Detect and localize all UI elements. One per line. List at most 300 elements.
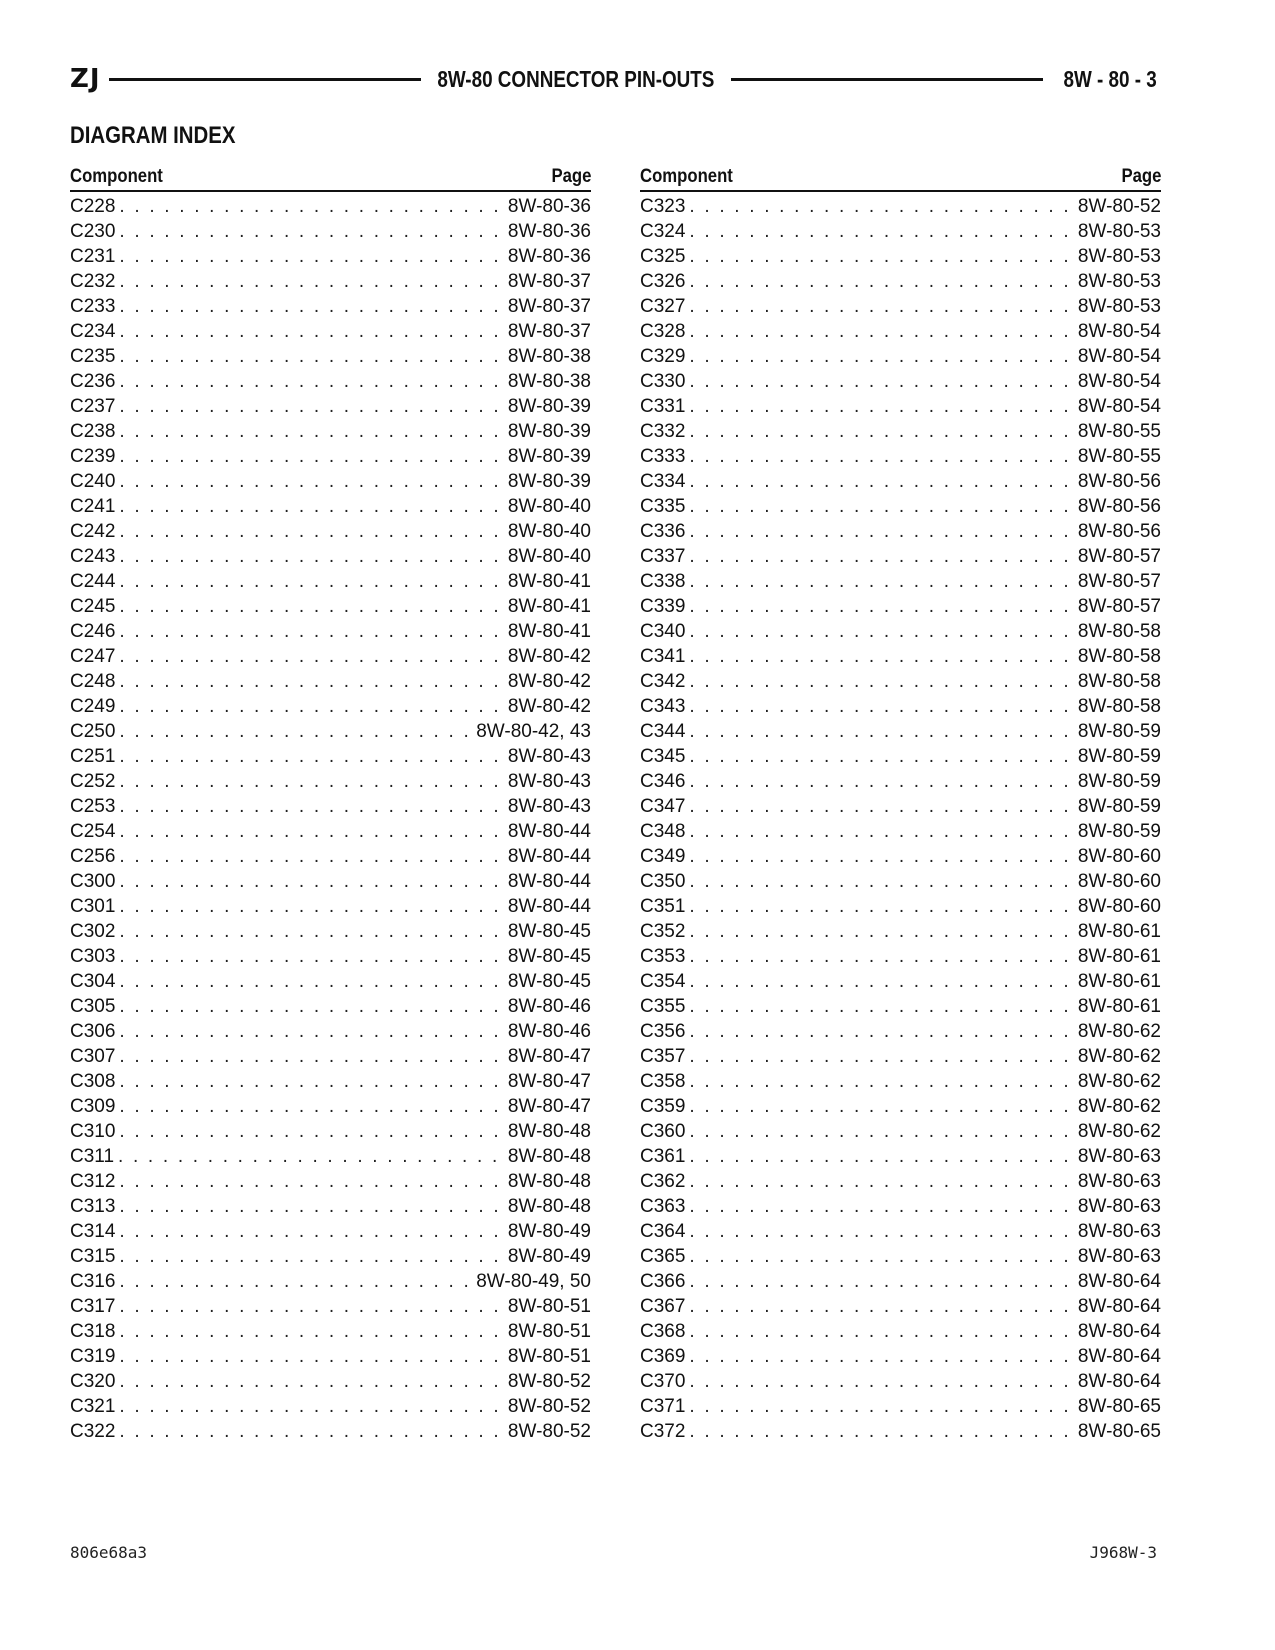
page-reference: 8W-80-56 [1077, 471, 1161, 492]
page-reference: 8W-80-53 [1077, 221, 1161, 242]
index-entry [640, 1221, 1161, 1246]
component-id: C237 [70, 396, 116, 417]
page-reference: 8W-80-36 [507, 221, 591, 242]
index-entry [70, 1296, 591, 1321]
dot-leader [689, 1096, 1073, 1118]
dot-leader [119, 671, 503, 693]
dot-leader [119, 546, 503, 568]
page-reference: 8W-80-39 [507, 471, 591, 492]
component-id: C241 [70, 496, 116, 517]
page-reference: 8W-80-42 [507, 696, 591, 717]
component-id: C321 [70, 1396, 116, 1417]
component-id: C335 [640, 496, 686, 517]
dot-leader [119, 246, 503, 268]
dot-leader [689, 1071, 1073, 1093]
page-reference: 8W-80-54 [1077, 321, 1161, 342]
component-id: C309 [70, 1096, 116, 1117]
dot-leader [689, 346, 1073, 368]
page-reference: 8W-80-39 [507, 446, 591, 467]
component-id: C246 [70, 621, 116, 642]
page-reference: 8W-80-36 [507, 246, 591, 267]
page-reference: 8W-80-48 [507, 1171, 591, 1192]
dot-leader [689, 1171, 1073, 1193]
index-entry [640, 321, 1161, 346]
index-entry [640, 346, 1161, 371]
component-id: C312 [70, 1171, 116, 1192]
index-entry [640, 421, 1161, 446]
page-reference: 8W-80-54 [1077, 396, 1161, 417]
page-reference: 8W-80-58 [1077, 621, 1161, 642]
component-id: C302 [70, 921, 116, 942]
component-id: C362 [640, 1171, 686, 1192]
index-entry [640, 771, 1161, 796]
index-entry [70, 971, 591, 996]
page-reference: 8W-80-38 [507, 346, 591, 367]
component-id: C346 [640, 771, 686, 792]
page-reference: 8W-80-63 [1077, 1221, 1161, 1242]
component-id: C368 [640, 1321, 686, 1342]
page-reference: 8W-80-60 [1077, 871, 1161, 892]
index-entry [70, 346, 591, 371]
component-id: C311 [70, 1146, 115, 1167]
page-reference: 8W-80-43 [507, 746, 591, 767]
component-id: C248 [70, 671, 116, 692]
page-reference: 8W-80-62 [1077, 1096, 1161, 1117]
dot-leader [119, 746, 503, 768]
page-reference: 8W-80-40 [507, 546, 591, 567]
page-reference: 8W-80-54 [1077, 346, 1161, 367]
component-id: C331 [640, 396, 686, 417]
page-reference: 8W-80-61 [1077, 996, 1161, 1017]
page-reference: 8W-80-51 [507, 1296, 591, 1317]
page-reference: 8W-80-61 [1077, 971, 1161, 992]
component-id: C364 [640, 1221, 686, 1242]
dot-leader [119, 946, 503, 968]
page-reference: 8W-80-58 [1077, 696, 1161, 717]
dot-leader [689, 1271, 1073, 1293]
page-reference: 8W-80-44 [507, 871, 591, 892]
page-header-label: Page [1121, 166, 1161, 187]
index-entry [70, 1096, 591, 1121]
component-id: C300 [70, 871, 116, 892]
page-reference: 8W-80-36 [507, 196, 591, 217]
page-reference: 8W-80-39 [507, 421, 591, 442]
page-header-label: Page [551, 166, 591, 187]
page-reference: 8W-80-38 [507, 371, 591, 392]
component-id: C351 [640, 896, 686, 917]
dot-leader [689, 1396, 1073, 1418]
index-entry [640, 1096, 1161, 1121]
index-entry [640, 921, 1161, 946]
dot-leader [119, 621, 503, 643]
dot-leader [689, 521, 1073, 543]
dot-leader [119, 371, 503, 393]
index-entry [640, 1171, 1161, 1196]
dot-leader [119, 596, 503, 618]
header-rule-right [731, 78, 1043, 81]
index-entry [640, 221, 1161, 246]
dot-leader [689, 1296, 1073, 1318]
component-id: C317 [70, 1296, 116, 1317]
index-entry [640, 371, 1161, 396]
dot-leader [119, 1371, 503, 1393]
component-id: C305 [70, 996, 116, 1017]
component-id: C365 [640, 1246, 686, 1267]
dot-leader [689, 421, 1073, 443]
dot-leader [119, 521, 503, 543]
index-entry [640, 1321, 1161, 1346]
dot-leader [119, 221, 503, 243]
page-reference: 8W-80-49 [507, 1246, 591, 1267]
page-reference: 8W-80-45 [507, 971, 591, 992]
index-entry [70, 1346, 591, 1371]
index-entry [70, 1396, 591, 1421]
page-reference: 8W-80-49, 50 [476, 1271, 591, 1292]
dot-leader [689, 646, 1073, 668]
component-id: C338 [640, 571, 686, 592]
component-id: C367 [640, 1296, 686, 1317]
dot-leader [689, 696, 1073, 718]
index-entry [640, 1046, 1161, 1071]
index-entry [70, 1421, 591, 1446]
page-reference: 8W-80-49 [507, 1221, 591, 1242]
dot-leader [119, 421, 503, 443]
component-id: C363 [640, 1196, 686, 1217]
component-id: C366 [640, 1271, 686, 1292]
dot-leader [689, 771, 1073, 793]
index-entry [70, 521, 591, 546]
component-id: C307 [70, 1046, 116, 1067]
dot-leader [689, 1246, 1073, 1268]
component-header: Component [70, 166, 163, 187]
dot-leader [689, 571, 1073, 593]
index-entry [640, 796, 1161, 821]
column-header [640, 160, 1161, 192]
page-reference: 8W-80-51 [507, 1346, 591, 1367]
page-reference: 8W-80-60 [1077, 896, 1161, 917]
index-entry [640, 1371, 1161, 1396]
component-id: C342 [640, 671, 686, 692]
component-id: C314 [70, 1221, 116, 1242]
index-entry [640, 1421, 1161, 1446]
dot-leader [689, 746, 1073, 768]
index-entry [640, 546, 1161, 571]
component-id: C325 [640, 246, 686, 267]
component-id: C329 [640, 346, 686, 367]
component-id: C231 [70, 246, 116, 267]
page-reference: 8W-80-59 [1077, 721, 1161, 742]
index-entry [70, 946, 591, 971]
dot-leader [119, 696, 503, 718]
page-reference: 8W-80-56 [1077, 496, 1161, 517]
page-reference: 8W-80-56 [1077, 521, 1161, 542]
dot-leader [119, 1246, 503, 1268]
component-id: C251 [70, 746, 116, 767]
page-reference: 8W-80-61 [1077, 921, 1161, 942]
dot-leader [689, 1346, 1073, 1368]
component-id: C304 [70, 971, 116, 992]
component-id: C315 [70, 1246, 116, 1267]
dot-leader [119, 1221, 503, 1243]
component-id: C344 [640, 721, 686, 742]
index-entry [70, 821, 591, 846]
component-id: C359 [640, 1096, 686, 1117]
page-reference: 8W-80-46 [507, 996, 591, 1017]
dot-leader [689, 271, 1073, 293]
index-entry [640, 1296, 1161, 1321]
dot-leader [689, 1321, 1073, 1343]
page-reference: 8W-80-44 [507, 821, 591, 842]
component-id: C323 [640, 196, 686, 217]
page-reference: 8W-80-62 [1077, 1021, 1161, 1042]
column-header [70, 160, 591, 192]
dot-leader [119, 1071, 503, 1093]
component-id: C372 [640, 1421, 686, 1442]
footer-code-left: 806e68a3 [70, 1543, 148, 1562]
dot-leader [689, 846, 1073, 868]
index-entry [70, 421, 591, 446]
page-reference: 8W-80-64 [1077, 1321, 1161, 1342]
index-entry [70, 1371, 591, 1396]
index-entry [640, 446, 1161, 471]
index-entry [70, 671, 591, 696]
component-id: C361 [640, 1146, 686, 1167]
dot-leader [119, 1346, 503, 1368]
page-reference: 8W-80-54 [1077, 371, 1161, 392]
index-entry [640, 296, 1161, 321]
dot-leader [689, 396, 1073, 418]
dot-leader [689, 296, 1073, 318]
page-reference: 8W-80-55 [1077, 421, 1161, 442]
component-id: C332 [640, 421, 686, 442]
dot-leader [689, 321, 1073, 343]
index-entry [70, 1021, 591, 1046]
section-title: DIAGRAM INDEX [70, 122, 236, 149]
component-id: C318 [70, 1321, 116, 1342]
dot-leader [689, 471, 1073, 493]
index-entry [640, 521, 1161, 546]
page-reference: 8W-80-44 [507, 896, 591, 917]
index-entry [640, 971, 1161, 996]
dot-leader [119, 846, 503, 868]
page-reference: 8W-80-52 [507, 1396, 591, 1417]
index-entry [70, 646, 591, 671]
page-reference: 8W-80-48 [507, 1146, 591, 1167]
dot-leader [689, 246, 1073, 268]
component-id: C369 [640, 1346, 686, 1367]
page-reference: 8W-80-41 [507, 571, 591, 592]
dot-leader [119, 1171, 503, 1193]
dot-leader [689, 871, 1073, 893]
index-entry [70, 746, 591, 771]
page-reference: 8W-80-64 [1077, 1271, 1161, 1292]
page-reference: 8W-80-46 [507, 1021, 591, 1042]
dot-leader [119, 1271, 472, 1293]
index-entry [70, 1246, 591, 1271]
dot-leader [119, 1421, 503, 1443]
index-entry [70, 1221, 591, 1246]
component-id: C320 [70, 1371, 116, 1392]
page-reference: 8W-80-64 [1077, 1346, 1161, 1367]
footer-code-right: J968W-3 [1089, 1543, 1157, 1562]
dot-leader [689, 1021, 1073, 1043]
index-entry [70, 871, 591, 896]
index-entry [70, 771, 591, 796]
dot-leader [689, 446, 1073, 468]
index-entry [70, 796, 591, 821]
dot-leader [689, 1046, 1073, 1068]
page-reference: 8W-80-42, 43 [476, 721, 591, 742]
dot-leader [119, 1046, 503, 1068]
component-id: C249 [70, 696, 116, 717]
page-reference: 8W-80-59 [1077, 796, 1161, 817]
index-entry [640, 1246, 1161, 1271]
dot-leader [119, 871, 503, 893]
index-entry [70, 1121, 591, 1146]
page-reference: 8W-80-64 [1077, 1371, 1161, 1392]
index-entry [70, 296, 591, 321]
component-id: C333 [640, 446, 686, 467]
dot-leader [119, 396, 503, 418]
page-reference: 8W-80-62 [1077, 1121, 1161, 1142]
index-column-left [70, 160, 591, 1446]
page-reference: 8W-80-39 [507, 396, 591, 417]
component-id: C232 [70, 271, 116, 292]
index-entry [70, 396, 591, 421]
page-reference: 8W-80-43 [507, 796, 591, 817]
index-entry [640, 621, 1161, 646]
page-reference: 8W-80-59 [1077, 821, 1161, 842]
index-entry [640, 396, 1161, 421]
index-entry [70, 846, 591, 871]
dot-leader [689, 371, 1073, 393]
index-entry [70, 1146, 591, 1171]
dot-leader [119, 571, 503, 593]
component-id: C316 [70, 1271, 116, 1292]
page-reference: 8W-80-58 [1077, 646, 1161, 667]
dot-leader [119, 1096, 503, 1118]
component-id: C349 [640, 846, 686, 867]
component-id: C240 [70, 471, 116, 492]
dot-leader [689, 671, 1073, 693]
index-entry [640, 1071, 1161, 1096]
page-reference: 8W-80-65 [1077, 1421, 1161, 1442]
component-id: C360 [640, 1121, 686, 1142]
index-entry [640, 671, 1161, 696]
dot-leader [119, 921, 503, 943]
component-id: C233 [70, 296, 116, 317]
page-reference: 8W-80-40 [507, 496, 591, 517]
index-entry [640, 1021, 1161, 1046]
index-entry [640, 946, 1161, 971]
component-id: C339 [640, 596, 686, 617]
index-entry [640, 746, 1161, 771]
index-entry [70, 321, 591, 346]
index-entry [640, 1396, 1161, 1421]
page-reference: 8W-80-62 [1077, 1071, 1161, 1092]
index-entry [640, 571, 1161, 596]
dot-leader [689, 1371, 1073, 1393]
component-id: C343 [640, 696, 686, 717]
component-id: C252 [70, 771, 116, 792]
index-entry [70, 446, 591, 471]
dot-leader [689, 621, 1073, 643]
component-id: C238 [70, 421, 116, 442]
page-reference: 8W-80-63 [1077, 1196, 1161, 1217]
dot-leader [689, 996, 1073, 1018]
index-entry [640, 646, 1161, 671]
index-entry [640, 1196, 1161, 1221]
component-id: C301 [70, 896, 116, 917]
index-entry [70, 1321, 591, 1346]
dot-leader [119, 496, 503, 518]
component-id: C370 [640, 1371, 686, 1392]
index-entry [70, 1171, 591, 1196]
dot-leader [689, 821, 1073, 843]
dot-leader [119, 346, 503, 368]
dot-leader [119, 196, 503, 218]
page-reference: 8W-80-55 [1077, 446, 1161, 467]
page-reference: 8W-80-40 [507, 521, 591, 542]
index-entry [70, 696, 591, 721]
index-rows-left [70, 196, 591, 1446]
index-entry [70, 1071, 591, 1096]
index-entry [70, 246, 591, 271]
dot-leader [689, 496, 1073, 518]
component-id: C341 [640, 646, 686, 667]
component-id: C324 [640, 221, 686, 242]
dot-leader [689, 546, 1073, 568]
component-id: C345 [640, 746, 686, 767]
index-entry [640, 896, 1161, 921]
dot-leader [689, 946, 1073, 968]
page-reference: 8W-80-42 [507, 646, 591, 667]
page-reference: 8W-80-42 [507, 671, 591, 692]
index-entry [640, 871, 1161, 896]
component-id: C358 [640, 1071, 686, 1092]
page-reference: 8W-80-59 [1077, 771, 1161, 792]
index-entry [640, 271, 1161, 296]
index-entry [70, 896, 591, 921]
dot-leader [119, 996, 503, 1018]
index-column-right [640, 160, 1161, 1446]
dot-leader [119, 821, 503, 843]
component-id: C256 [70, 846, 116, 867]
dot-leader [119, 1196, 503, 1218]
component-id: C239 [70, 446, 116, 467]
component-id: C228 [70, 196, 116, 217]
dot-leader [119, 1396, 503, 1418]
component-id: C319 [70, 1346, 116, 1367]
page-reference: 8W-80-48 [507, 1196, 591, 1217]
component-id: C254 [70, 821, 116, 842]
dot-leader [689, 1146, 1073, 1168]
component-id: C337 [640, 546, 686, 567]
dot-leader [689, 1221, 1073, 1243]
page-reference: 8W-80-63 [1077, 1171, 1161, 1192]
component-id: C340 [640, 621, 686, 642]
index-entry [640, 846, 1161, 871]
page-reference: 8W-80-59 [1077, 746, 1161, 767]
index-entry [640, 246, 1161, 271]
page-reference: 8W-80-53 [1077, 296, 1161, 317]
index-entry [640, 1121, 1161, 1146]
index-rows-right [640, 196, 1161, 1446]
dot-leader [119, 796, 503, 818]
index-entry [70, 571, 591, 596]
index-entry [70, 221, 591, 246]
page-reference: 8W-80-51 [507, 1321, 591, 1342]
